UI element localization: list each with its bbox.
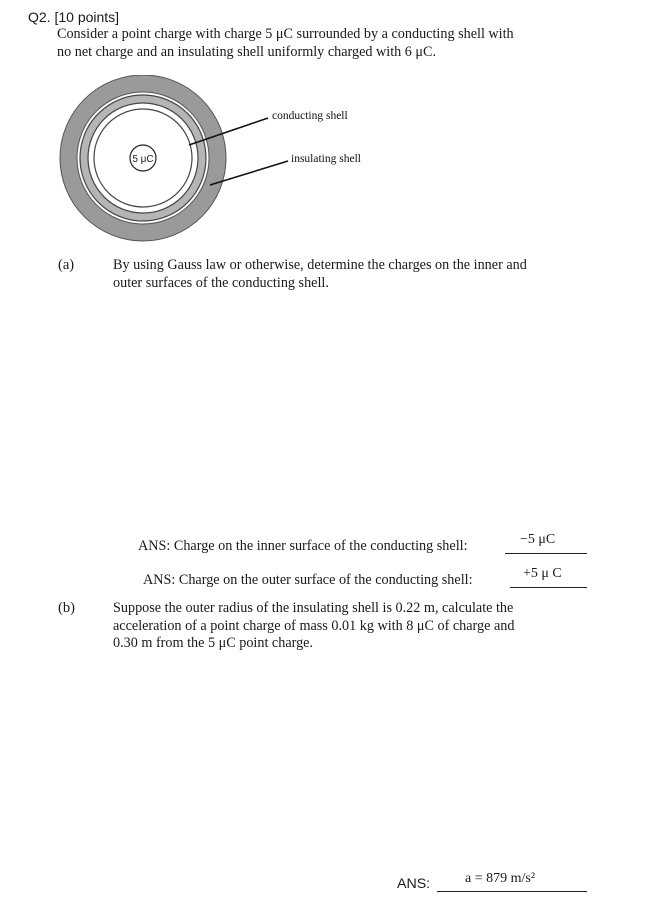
part-b-ans-label: ANS:	[397, 876, 431, 892]
question-header	[28, 9, 119, 25]
intro-line-2: no net charge and an insulating shell uniformly charged with 6 μC.	[57, 44, 437, 60]
part-b-question	[113, 600, 583, 653]
part-a-label: (a)	[58, 257, 75, 273]
part-b-line-3: 0.30 m from the 5 μC point charge.	[113, 635, 314, 651]
intro-line-1: Consider a point charge with charge 5 μC surrounded by a conducting shell with	[57, 26, 514, 42]
ans-inner-label: ANS: Charge on the inner surface of the conducting shell:	[138, 538, 468, 554]
part-a-line-2: outer surfaces of the conducting shell.	[113, 274, 329, 291]
question-points: [10 points]	[54, 9, 120, 25]
part-a-line-1: By using Gauss law or otherwise, determine the charges on the inner and	[113, 257, 527, 273]
ans-outer-label: ANS: Charge on the outer surface of the conducting shell:	[143, 572, 473, 588]
shell-diagram	[50, 75, 390, 245]
question-number: Q2.	[28, 9, 51, 25]
part-b-line-1: Suppose the outer radius of the insulating shell is 0.22 m, calculate the	[113, 600, 514, 616]
insulating-shell-label: insulating shell	[291, 153, 361, 165]
ans-outer-value: +5 μ C	[523, 566, 562, 581]
question-intro	[57, 25, 597, 61]
conducting-shell-label: conducting shell	[272, 110, 348, 122]
point-charge-label: 5 μC	[132, 154, 154, 165]
part-b-label: (b)	[58, 600, 75, 616]
ans-inner-value: −5 μC	[520, 532, 556, 547]
part-a-question	[113, 257, 583, 292]
part-b-line-2: acceleration of a point charge of mass 0.01 kg with 8 μC of charge and	[113, 617, 515, 634]
part-b-ans-value: a = 879 m/s²	[465, 871, 536, 886]
